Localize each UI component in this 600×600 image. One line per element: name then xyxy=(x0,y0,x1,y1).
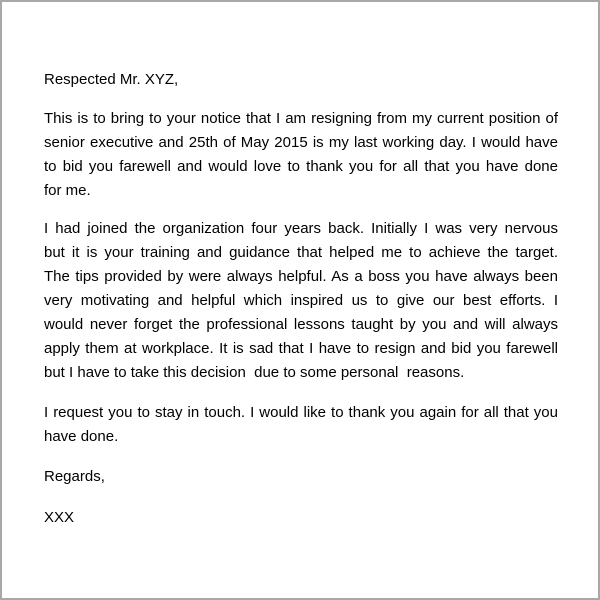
closing-text: Regards, xyxy=(44,468,105,485)
signature-text: XXX xyxy=(44,509,75,526)
salutation-text: Respected Mr. XYZ, xyxy=(44,71,179,88)
line: to bid you farewell and would love to thank you for all that you have done xyxy=(44,158,558,175)
paragraph-2 xyxy=(44,217,558,385)
line: senior executive and 25th of May 2015 is my last working day. I would have xyxy=(44,134,558,151)
line: very motivating and helpful which inspired us to give our best efforts. I xyxy=(44,292,558,309)
salutation xyxy=(44,68,558,92)
line: would never forget the professional lessons taught by you and will always xyxy=(44,316,558,333)
line: have done. xyxy=(44,428,119,445)
line: The tips provided by were always helpful. As a boss you have always been xyxy=(44,268,558,285)
closing xyxy=(44,465,558,489)
signature xyxy=(44,506,558,530)
line: but I have to take this decision due to some personal reasons. xyxy=(44,364,465,381)
paragraph-1 xyxy=(44,107,558,203)
line: for me. xyxy=(44,182,91,199)
line: I request you to stay in touch. I would like to thank you again for all that you xyxy=(44,404,558,421)
line: apply them at workplace. It is sad that I have to resign and bid you farewell xyxy=(44,340,558,357)
paragraph-3 xyxy=(44,401,558,449)
line: but it is your training and guidance that helped me to achieve the target. xyxy=(44,244,558,261)
line: This is to bring to your notice that I am resigning from my current position of xyxy=(44,110,558,127)
line: I had joined the organization four years back. Initially I was very nervous xyxy=(44,220,558,237)
